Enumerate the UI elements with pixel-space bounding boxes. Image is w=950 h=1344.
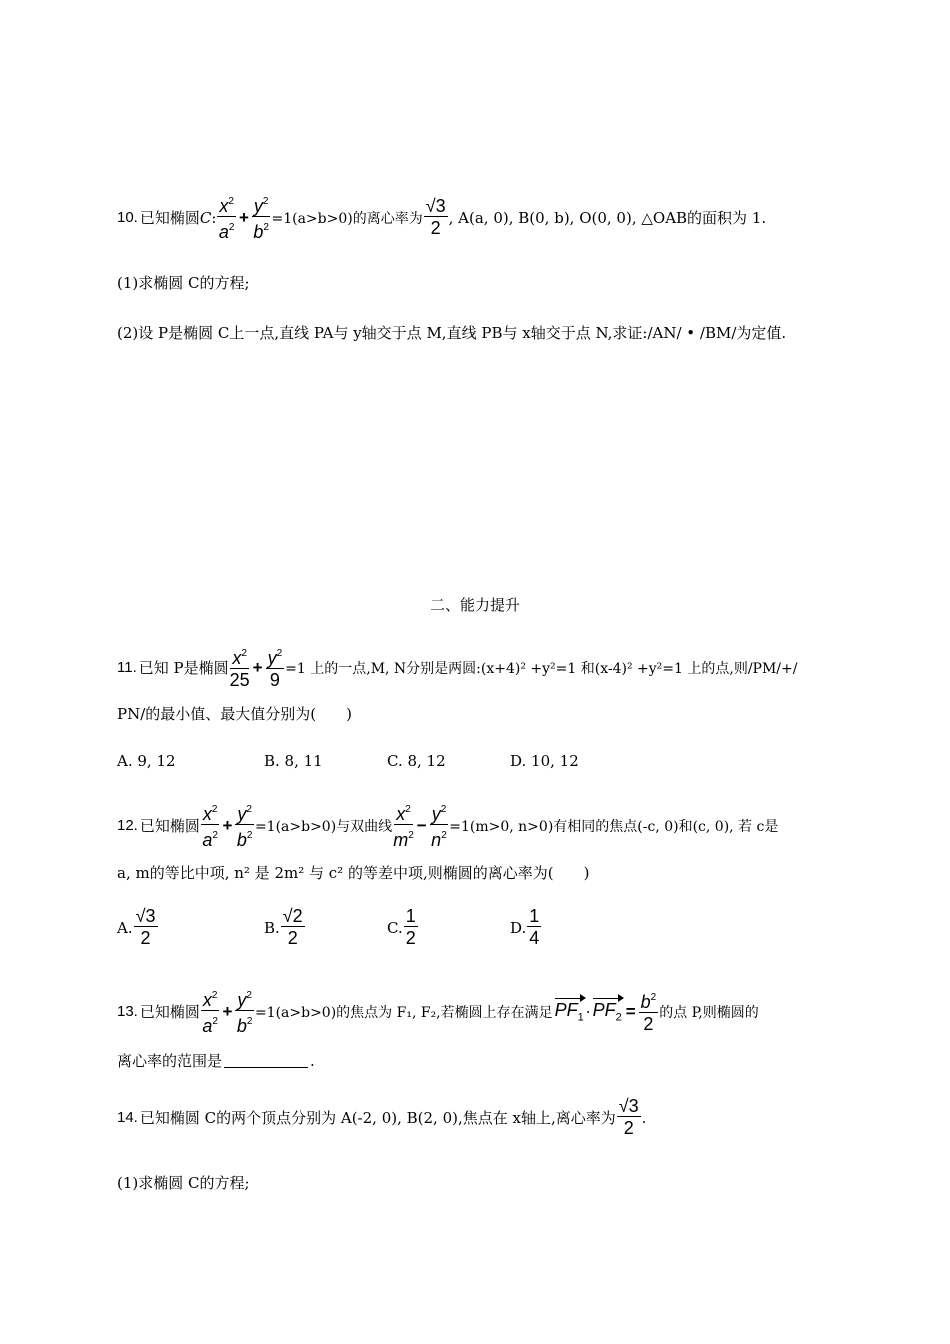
q10-line1 <box>117 192 766 243</box>
q13-line1 <box>117 986 759 1037</box>
plus-sign: + <box>222 1001 233 1021</box>
q10-colon: : <box>211 208 217 227</box>
option-fraction: $\frac{√3}{2}$ <box>135 906 156 948</box>
fraction-y2-n2: $\frac{y^2}{n^2}$ <box>430 800 449 851</box>
answer-blank[interactable] <box>224 1053 308 1068</box>
minus-sign: − <box>416 815 427 835</box>
q14-text: 已知椭圆 C的两个顶点分别为 A(-2, 0), B(2, 0),焦点在 x轴上,离心率为 <box>139 1109 616 1127</box>
fraction-x2-25: $\frac{x^2}{25}$ <box>230 644 250 691</box>
eccentricity-fraction: $\frac{√3}{2}$ <box>425 196 446 238</box>
q12-option-c[interactable]: C. $\frac{1}{2}$ <box>387 906 416 948</box>
q14-part1: (1)求椭圆 C的方程; <box>117 1174 250 1192</box>
q12-option-d[interactable]: D. $\frac{1}{4}$ <box>510 906 540 948</box>
fraction-x2-a2: $\frac{x^2}{a^2}$ <box>201 986 220 1037</box>
fraction-x2-a2: $\frac{x^2}{a^2}$ <box>217 192 236 243</box>
equals-sign: = <box>625 1001 636 1021</box>
q10-condition: =1(a>b>0)的离心率为 <box>271 210 423 227</box>
q13-text-pre: 已知椭圆 <box>139 1003 200 1021</box>
q11-text-pre: 已知 P是椭圆 <box>138 659 229 677</box>
q13-line2: 离心率的范围是 . <box>117 1051 315 1070</box>
plus-sign: + <box>252 657 263 677</box>
option-fraction: $\frac{1}{2}$ <box>405 906 416 948</box>
fraction-x2-m2: $\frac{x^2}{m^2}$ <box>393 800 414 851</box>
q12-text-mid: =1(a>b>0)与双曲线 <box>254 818 393 835</box>
question-number: 11. <box>117 659 137 676</box>
fraction-b2-2: $\frac{b^2}{2}$ <box>639 988 659 1035</box>
q14-line1: 14. 已知椭圆 C的两个顶点分别为 A(-2, 0), B(2, 0),焦点在 x轴上,离心率为 $\frac{√3}{2}$ . <box>117 1096 647 1138</box>
dot-product: · <box>585 1002 591 1021</box>
fraction-x2-a2: $\frac{x^2}{a^2}$ <box>201 800 220 851</box>
q13-text-post: 的点 P,则椭圆的 <box>659 1004 759 1021</box>
eccentricity-fraction: $\frac{√3}{2}$ <box>618 1096 639 1138</box>
fraction-y2-b2: $\frac{y^2}{b^2}$ <box>252 192 271 243</box>
q10-text-post: , A(a, 0), B(0, b), O(0, 0), △OAB的面积为 1. <box>448 209 767 227</box>
q12-text-pre: 已知椭圆 <box>139 817 200 835</box>
q11-option-a[interactable]: A. 9, 12 <box>117 752 176 770</box>
q11-option-d[interactable]: D. 10, 12 <box>510 752 579 770</box>
section-title: 二、能力提升 <box>429 596 520 614</box>
fraction-y2-b2: $\frac{y^2}{b^2}$ <box>235 800 254 851</box>
plus-sign: + <box>222 815 233 835</box>
q11-line2: PN/的最小值、最大值分别为( ) <box>117 705 352 723</box>
q10-part1: (1)求椭圆 C的方程; <box>117 274 250 292</box>
option-fraction: $\frac{√2}{2}$ <box>282 906 303 948</box>
q11-line1 <box>117 644 797 691</box>
plus-sign: + <box>238 207 249 227</box>
q11-option-c[interactable]: C. 8, 12 <box>387 752 446 770</box>
q10-part2: (2)设 P是椭圆 C上一点,直线 PA与 y轴交于点 M,直线 PB与 x轴交于点 N,求证:/AN/ • /BM/为定值. <box>117 324 787 342</box>
option-fraction: $\frac{1}{4}$ <box>529 906 540 948</box>
q12-option-b[interactable]: B. $\frac{√2}{2}$ <box>264 906 303 948</box>
q13-text-mid: =1(a>b>0)的焦点为 F₁, F₂,若椭圆上存在满足 <box>254 1004 553 1021</box>
q12-line2: a, m的等比中项, n² 是 2m² 与 c² 的等差中项,则椭圆的离心率为( ) <box>117 864 590 882</box>
question-number: 12. <box>117 817 138 834</box>
q11-option-b[interactable]: B. 8, 11 <box>264 752 323 770</box>
question-number: 14. <box>117 1109 138 1126</box>
vector-pf2: $PF_2$ <box>592 999 622 1024</box>
fraction-y2-b2: $\frac{y^2}{b^2}$ <box>235 986 254 1037</box>
fraction-y2-9: $\frac{y^2}{9}$ <box>266 644 285 691</box>
q11-text-post: =1 上的一点,M, N分别是两圆:(x+4)² +y²=1 和(x-4)² +y²=1 上的点,则/PM/+/ <box>285 660 798 677</box>
q12-text-post: =1(m>0, n>0)有相同的焦点(-c, 0)和(c, 0), 若 c是 <box>449 818 779 835</box>
question-number: 13. <box>117 1003 138 1020</box>
vector-pf1: $PF_1$ <box>554 999 584 1024</box>
q12-line1 <box>117 800 778 851</box>
q10-var-c: C <box>199 208 212 227</box>
q12-option-a[interactable]: A. $\frac{√3}{2}$ <box>117 906 156 948</box>
question-number: 10. <box>117 209 138 226</box>
q10-text-pre: 已知椭圆 <box>139 209 200 227</box>
